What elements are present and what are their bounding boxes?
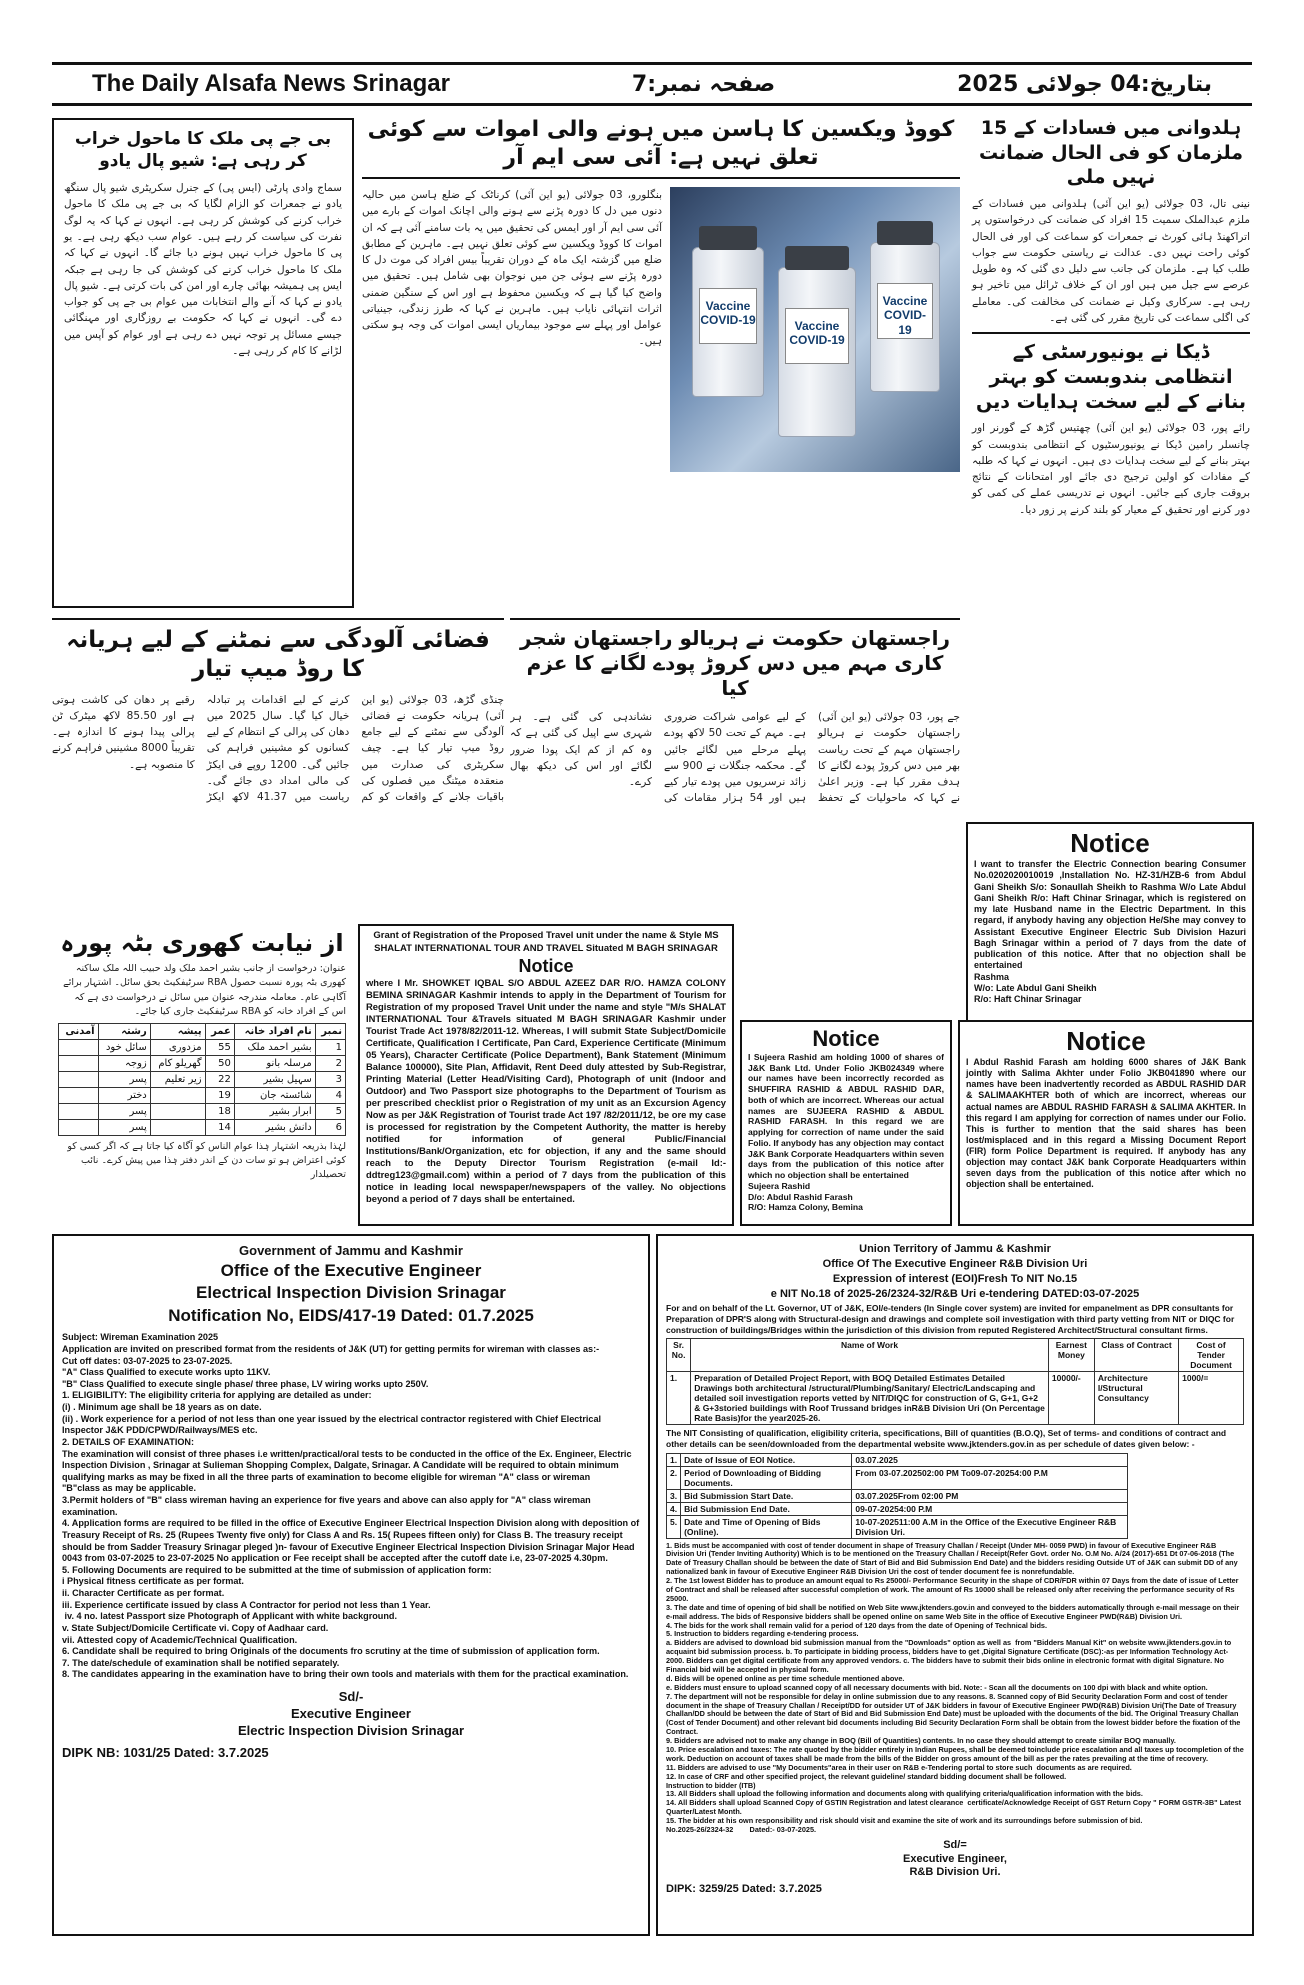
col-header: رشتہ (98, 1024, 150, 1040)
notice-intro: For and on behalf of the Lt. Governor, UT of J&K, EOI/e-tenders (In Single cover system) are invited for empanelment as DPR consultants for Preparation of DPR'S along with Structural-design and drawings and complete soil investigation with third party vetting from NIT or DIQC for construction of buildings/Bridges within the jurisdiction of this division from reputed Registered Architect/Structural consultant firms. (666, 1303, 1235, 1335)
col-header: Cost of Tender Document (1179, 1339, 1244, 1372)
schedule-table (666, 1453, 1128, 1539)
table-cell: Bid Submission Start Date. (681, 1489, 852, 1502)
table-cell: مزدوری (150, 1040, 205, 1056)
article-body: نینی تال، 03 جولائی (یو این آئی) ہلدوانی میں فسادات کے ملزم عبدالملک سمیت 15 افراد کی ضمانت کی درخواستوں پر اتراکھنڈ ہائی کورٹ نے جمعرات کو سماعت کی اور فی الحال کوئی راحت نہیں دی۔ عدالت نے ریاستی حکومت سے جواب طلب کیا ہے۔ ملزمان کی جانب سے دلیل دی گئی کہ وہ طویل عرصے سے جیل میں ہیں اور ان کے خلاف ٹرائل میں تاخیر ہو رہی ہے۔ سرکاری وکیل نے ضمانت کی مخالفت کی۔ معاملے کی اگلی سماعت کی تاریخ مقرر کی گئی ہے۔ (972, 198, 1250, 324)
col-header: آمدنی (59, 1024, 99, 1040)
table-cell: مرسلہ بانو (234, 1056, 315, 1072)
office-line: Electrical Inspection Division Srinagar (196, 1283, 506, 1303)
table-cell: 6 (315, 1120, 345, 1136)
table-cell (59, 1104, 99, 1120)
table-cell: 1 (315, 1040, 345, 1056)
table-cell: دانش بشیر (234, 1120, 315, 1136)
table-row: 1. Preparation of Detailed Project Report, with BOQ Detailed Estimates Detailed Drawings both architectural /structural/Plumbing/Sanitary/ Electric/Landscaping and detailed soil investigation reports vetted by NIT/DIQC for construction of G, G+1, G+2 & G+3storied buildings with Roof Trussand bridges inR&B Division Uri (On Percentage Rate Basis)for the year2025-26. 10000/- Architecture l/Structural Consultancy 1000/= (667, 1372, 1244, 1425)
notice-rashma (966, 822, 1254, 1022)
table-cell: 5 (315, 1104, 345, 1120)
article-headline: راجستھان حکومت نے ہریالو راجستھان شجر کاری مہم میں دس کروڑ پودے لگانے کا عزم کیا (519, 626, 951, 700)
terms-text: 1. Bids must be accompanied with cost of tender document in shape of Treasury Challan / Receipt (Under MH- 0059 PWD) in favour of Executive Engineer R&B Division Uri (Tender Inviting Authority) Which is to be mentioned on the Treasury Challan / Receipt(Refer Govt. order No. O.M No. A/24 (2017)-651 Dt 07-06-2018 (The Date of Treasury Challan should be between the date of Start of Bid and Bid Submission End Date) and the bidders residing Outside UT of J&K can submit DD of any nationalized bank in favour of Executive Engineer R&B Division Uri the cost of tender document fee is nonrefundable. 2. The 1st lowest Bidder has to produce an amount equal to Rs 25000/- Performance Security in the shape of CDR/FDR within 07 Days from the date of issue of Letter of Contract and shall be released after successful completion of work. The amount of Rs 10000 shall be released only after receiving the performance security of Rs 25000. 3. The date and time of opening of bid shall be notified on Web Site www.jktenders.gov.in and conveyed to the bidders automatically through e-mail message on their e-mail address. The bids of Responsive bidders shall be opened online on same Web Site in the office of Executive Engineer PWD(R&B) Division Uri. 4. The bids for the work shall remain valid for a period of 120 days from the date of Opening of Technical bids. 5. Instruction to bidders regarding e-tendering process. a. Bidders are advised to download bid submission manual from the "Downloads" option as well as from "Bidders Manual Kit" on website www.jktenders.gov.in to acquaint bid submission process. b. To participate in bidding process, bidders have to get ,Digital Signature Certificate (DSC):-as per Information Technology Act-2000. Bidders can get digital certificate from any approved vendors. c. The bidders have to submit their bids online in electronic format with digital Signature. No Financial bid will be accepted in physical form. d. Bids will be opened online as per time schedule mentioned above. e. Bidders must ensure to upload scanned copy of all necessary documents with bid. Note: - Scan all the documents on 100 dpi with black and white option. 7. The department will not be responsible for delay in online submission due to any reasons. 8. Scanned copy of Bid Security Declaration Form and cost of tender document in the shape of Treasury Challan / Receipt/DD for outsider UT of J&K bidders in favour of Executive Engineer PWD(R&B) Division Uri(The Date of Treasury Challan/DD should be between the date of Start of Bid and Bid Submission End Date) must be uploaded with the documents of the bid. The Original Treasury Challan (Cost of Tender Document) and other relevant bid documents including Bid Security Declaration Form shall be obtain from the lowest bidder before the fixation of the Contract. 9. Bidders are advised not to make any change in BOQ (Bill of Quantities) contents. In no case they should attempt to create similar BOQ manually. 10. Price escalation and taxes: The rate quoted by the bidder entirely in Indian Rupees, shall be deemed toinclude price escalation and all taxes up tocompletion of the work. Deduction on account of taxes shall be made from the bills of the Bidder on gross amount of the bill as per the rates prevailing at the time of recovery. 11. Bidders are advised to use "My Documents"area in their user on R&B e-Tendering portal to store such documents as are required. 12. In case of CRF and other specified project, the relevant guideline/ standard bidding document shall be followed. Instruction to bidder (ITB) 13. All Bidders shall upload the following information and documents along with qualifying criteria/qualification information with the bids. 14. All Bidders shall upload Scanned Copy of GSTIN Registration and latest clearance certificate/Acknowledge Receipt of GST Return Copy " FORM GSTR-3B" Latest Quarter/Latest Month. 15. The bidder at his own responsibility and risk should visit and examine the site of work and its surroundings before submission of bid. No.2025-26/2324-32 Dated:- 03-07-2025. (666, 1540, 1244, 1834)
table-cell: Date of Issue of EOI Notice. (681, 1453, 852, 1466)
office-line: Office Of The Executive Engineer R&B Division Uri (822, 1257, 1088, 1270)
vaccine-photo (670, 187, 960, 472)
table-cell: 3 (315, 1072, 345, 1088)
article-headline-deka: ڈیکا نے یونیورسٹی کے انتظامی بندوبست کو بہتر بنانے کے لیے سخت ہدایات دیں (975, 341, 1247, 413)
table-cell: سائل خود (98, 1040, 150, 1056)
table-cell: 03.07.2025 (852, 1453, 1128, 1466)
signature-block: Sd/- Executive Engineer Electric Inspection Division Srinagar (237, 1689, 465, 1738)
office-line: Office of the Executive Engineer (220, 1260, 482, 1280)
article-headline: ہلدوانی میں فسادات کے 15 ملزمان کو فی الحال ضمانت نہیں ملی (979, 117, 1243, 189)
notice-headline: از نیابت کھوری بٹہ پورہ (60, 929, 344, 957)
notice-intro: عنوان: درخواست از جانب بشیر احمد ملک ولد حبیب اللہ ملک ساکنہ کھوری بٹہ پورہ نسبت حصول RBA سرٹیفکیٹ بحق سائل۔ اشتہار برائے آگاہی عام۔ معاملہ مندرجہ عنوان میں سائل نے درخواست دی ہے کہ اس کے افراد خانہ کو RBA سرٹیفکیٹ جاری کیا جائے۔ (63, 963, 346, 1017)
table-cell: پسر (98, 1120, 150, 1136)
article-headline: کووڈ ویکسین کا ہاسن میں ہونے والی اموات سے کوئی تعلق نہیں ہے: آئی سی ایم آر (362, 116, 960, 179)
table-row (667, 1502, 1128, 1515)
vial-label: Vaccine COVID-19 (785, 308, 849, 364)
table-row (667, 1466, 1128, 1489)
table-row (59, 1040, 346, 1056)
vial-label: Vaccine COVID-19 (877, 283, 933, 339)
table-cell: Period of Downloading of Bidding Documents. (681, 1466, 852, 1489)
table-cell: 2 (315, 1056, 345, 1072)
table-row (59, 1072, 346, 1088)
notice-heading: Notice (1066, 1026, 1146, 1056)
article-body: جے پور، 03 جولائی (یو این آئی) راجستھان حکومت نے ہریالو راجستھان مہم کے تحت ریاست بھر میں دس کروڑ پودے لگانے کا ہدف مقرر کیا ہے۔ وزیر اعلیٰ نے کہا کہ ماحولیات کے تحفظ کے لیے عوامی شراکت ضروری ہے۔ مہم کے تحت 50 لاکھ پودے پہلے مرحلے میں لگائے جائیں گے۔ محکمہ جنگلات نے 900 سے زائد نرسریوں میں پودے تیار کیے ہیں اور 54 ہزار مقامات کی نشاندہی کی گئی ہے۔ ہر شہری سے اپیل کی گئی ہے کہ وہ کم از کم ایک پودا ضرور لگائے اور اس کی دیکھ بھال کرے۔ (510, 711, 960, 805)
article-body: چنڈی گڑھ، 03 جولائی (یو این آئی) ہریانہ حکومت نے فضائی آلودگی سے نمٹنے کے لیے جامع روڈ میپ تیار کیا ہے۔ چیف سکریٹری کی صدارت میں منعقدہ میٹنگ میں فصلوں کی باقیات جلانے کے واقعات کو کم کرنے کے لیے اقدامات پر تبادلہ خیال کیا گیا۔ سال 2025 میں دھان کی پرالی کے انتظام کے لیے کسانوں کو مشینیں فراہم کی جائیں گی۔ 1200 روپے فی ایکڑ کی مالی امداد دی جائے گی۔ ریاست میں 41.37 لاکھ ایکڑ رقبے پر دھان کی کاشت ہوتی ہے اور 85.50 لاکھ میٹرک ٹن پرالی پیدا ہونے کا اندازہ ہے۔ تقریباً 8000 مشینیں فراہم کرنے کا منصوبہ ہے۔ (52, 693, 504, 804)
table-cell: 03.07.2025From 02:00 PM (852, 1489, 1128, 1502)
col-header: Class of Contract (1094, 1339, 1178, 1372)
table-row (59, 1056, 346, 1072)
family-members-table (58, 1023, 346, 1136)
schedule-intro: The NIT Consisting of qualification, eligibility criteria, specifications, Bill of quantities (B.O.Q), Set of terms- and conditions of contract and other details can be seen/downloaded from the departmental website www.jktenders.gov.in as per schedule of dates given below: - (666, 1428, 1227, 1449)
dipk-number: DIPK NB: 1031/25 Dated: 3.7.2025 (62, 1744, 269, 1760)
article-body: سماج وادی پارٹی (ایس پی) کے جنرل سکریٹری شیو پال سنگھ یادو نے جمعرات کو الزام لگایا کہ بی جے پی ملک کا ماحول خراب کرنے کی کوشش کر رہی ہے۔ انہوں نے کہا کہ یہ لوگ نفرت کی سیاست کر رہے ہیں۔ عوام سب دیکھ رہی ہے۔ یو پی کا ماحول خراب نہیں ہونے دیا جائے گا۔ انہوں نے کہا کہ ملک کا ماحول خراب کرنے کی کوشش کی جا رہی ہے جبکہ ایس پی ہمیشہ بھائی چارے اور امن کی بات کرتی ہے۔ شیو پال یادو نے کہا کہ آنے والے انتخابات میں عوام بی جے پی کو جواب دے گی۔ انہوں نے کہا کہ حکومت بے روزگاری اور مہنگائی جیسے مسائل پر توجہ نہیں دے رہی ہے اور عوام کو آپس میں لڑانے کا کام کر رہی ہے۔ (64, 182, 342, 357)
grant-registration-notice (358, 924, 734, 1226)
table-cell: 14 (205, 1120, 234, 1136)
notice-sign: Sujeera Rashid D/o: Abdul Rashid Farash R/O: Hamza Colony, Bemina (748, 1180, 863, 1213)
office-line: Expression of interest (EOI)Fresh To NIT No.15 (832, 1272, 1078, 1285)
table-cell: پسر (98, 1072, 150, 1088)
notice-sujeera-rashid (740, 1020, 952, 1226)
office-line: Government of Jammu and Kashmir (239, 1243, 463, 1258)
table-cell: زیر تعلیم (150, 1072, 205, 1088)
table-cell: 5. (667, 1515, 681, 1538)
table-cell: پسر (98, 1104, 150, 1120)
article-haldwani (968, 116, 1254, 612)
notice-body: Subject: Wireman Examination 2025 Application are invited on prescribed format from the residents of J&K (UT) for getting permits for wireman with classes as:- Cut off dates: 03-07-2025 to 23-07-2025. "A" Class Qualified to execute works upto 11KV. "B" Class Qualified to execute single phase/ three phase, LV wiring works upto 250V. 1. ELIGIBILITY: The eligibility criteria for applying are detailed as under: (i) . Minimum age shall be 18 years as on date. (ii) . Work experience for a period of not less than one year issued by the electrical contractor registered with Chief Electrical Inspector J&K PDD/CPWD/Railways/MES etc. 2. DETAILS OF EXAMINATION: The examination will consist of three phases i.e written/practical/oral tests to be conducted in the office of the Ex. Engineer, Electric Inspection Division , Srinagar at Sulieman Shopping Complex, Dalgate, Srinagar. A Candidate will be required to obtain minimum qualifying marks as may be fixed in all the three parts of examination to become eligible for wireman "A" class or wireman "B"class as may be applicable. 3.Permit holders of "B" class wireman having an experience for five years and above can also apply for "A" class wireman examination. 4. Application forms are required to be filled in the office of Executive Engineer Electrical Inspection Division along with deposition of Treasury Receipt of Rs. 25 (Rupees Twenty five only) for Class A and Rs. 15( Rupees fifteen only) for Class B. The treasury receipt should be from Sadder Treasury Srinagar pleged )n- favour of Executive Engineer Electrical Inspection Division Srinagar Major Head 0043 from 03-07-2025 to 23-07-2025 No application or Fee receipt shall be accepted after the cutoff date i.e, 23-07-2025 4.30pm. 5. Following Documents are required to be submitted at the time of submission of application form: i Physical fitness certificate as per format. ii. Character Certificate as per format. iii. Experience certificate issued by class A Contractor for period not less than 1 Year. iv. 4 no. latest Passport size Photograph of Applicant with white background. v. State Subject/Domicile Certificate vi. Copy of Aadhaar card. vii. Attested copy of Academic/Technical Qualification. 6. Candidate shall be required to bring Originals of the documents fro scrutiny at the time of submission of application form. 7. The date/schedule of examination shall be notified separately. 8. The candidates appearing in the examination have to bring their own tools and materials with them for the practical examination. (62, 1332, 640, 1680)
table-cell (59, 1056, 99, 1072)
table-cell (59, 1072, 99, 1088)
notice-heading: Notice (1070, 828, 1150, 858)
table-row (59, 1120, 346, 1136)
table-cell: 10-07-202511:00 A.M in the Office of the Executive Engineer R&B Division Uri. (852, 1515, 1128, 1538)
vaccine-vial-image (778, 267, 856, 437)
table-cell: 19 (205, 1088, 234, 1104)
table-row (667, 1515, 1128, 1538)
issue-date: بتاریخ:04 جولائی 2025 (957, 71, 1212, 97)
table-cell (59, 1040, 99, 1056)
col-header: Name of Work (691, 1339, 1049, 1372)
table-cell (59, 1088, 99, 1104)
table-cell: Date and Time of Opening of Bids (Online). (681, 1515, 852, 1538)
table-cell: 55 (205, 1040, 234, 1056)
nit-number: e NIT No.18 of 2025-26/2324-32/R&B Uri e-tendering DATED:03-07-2025 (770, 1287, 1140, 1300)
signature-block: Sd/= Executive Engineer, R&B Division Uri. (903, 1838, 1007, 1879)
table-row (667, 1453, 1128, 1466)
table-cell: زوجہ (98, 1056, 150, 1072)
notice-abdul-rashid-farash (958, 1020, 1254, 1226)
notice-body: where I Mr. SHOWKET IQBAL S/O ABDUL AZEEZ DAR R/O. HAMZA COLONY BEMINA SRINAGAR Kashmir intends to apply in the Department of Tourism for Registration of my proposed Travel Unit under the name and style "M/s SHALAT INTERNATIONAL Tour &Travels situated M BAGH SRINAGAR Kashmir under Tourist Trade Act 1978/82/2011-12. Whereas, I will submit State Subject/Domicile Certificate, Qualification I Certificate, Pan Card, Experience Certificate (Minimum 05 Years), Character Certificate (Police Department), Bank Statement (Minimum Balance 100000), Site Plan, Affidavit, Rent Deed duly attested by Sub-Registrar, Printing Material (Letter Head/Visiting Card), Photograph of unit (Indoor and Outdoor) and Two Passport size photographs to the Department of Tourism as per prescribed checklist prior o Registration of my unit as an Excursion Agency Now as per J&K Registration of Tourist trade Act 197 /82/2011/12, be ore my case is processed for registration by the Competent Authority, the matter is hereby notified for information of general Public/Financial Institutions/Bank/Organization, etc for objection, if any and the same should reach to the Deputy Director Tourism Registration (e-mail Id:-ddtreg123@gmail.com) within a period of 7 days from the publication of this notice in leading local newspaper/newspapers of the valley. No objections beyond a period of 7 days shall be entertained. (366, 976, 726, 1205)
table-row (59, 1104, 346, 1120)
table-cell (150, 1104, 205, 1120)
table-cell (59, 1120, 99, 1136)
table-cell: گھریلو کام (150, 1056, 205, 1072)
vaccine-vial-image (692, 247, 764, 397)
work-table (666, 1338, 1244, 1425)
notice-heading: Notice (812, 1026, 880, 1051)
table-row (667, 1489, 1128, 1502)
masthead (52, 62, 1252, 106)
vaccine-vial-image (870, 242, 940, 392)
table-cell: دختر (98, 1088, 150, 1104)
notification-number: Notification No, EIDS/417-19 Dated: 01.7.2025 (168, 1306, 534, 1326)
col-header: Earnest Money (1048, 1339, 1094, 1372)
article-body-col: بنگلورو، 03 جولائی (یو این آئی) کرناٹک کے ضلع ہاسن میں حالیہ دنوں میں دل کا دورہ پڑنے سے ہونے والی اچانک اموات کے بارے میں آئی سی ایم آر اور ایمس کی تحقیق میں یہ بات سامنے آئی ہے کہ ان اموات کا کووڈ ویکسین سے کوئی تعلق نہیں ہے۔ ماہرین کے مطابق ضلع میں گزشتہ ایک ماہ کے دوران تقریباً بیس افراد کی موت دل کا دورہ پڑنے سے ہوئی جن میں نوجوان بھی شامل ہیں۔ تحقیق میں واضح کیا گیا ہے کہ ویکسین محفوظ ہے اور اس کے سنگین ضمنی اثرات انتہائی نایاب ہیں۔ ماہرین نے کہا کہ طرز زندگی، جینیاتی عوامل اور پہلے سے موجود بیماریاں ایسی اموات کی وجہ ہو سکتی ہیں۔ (362, 189, 662, 348)
table-cell: From 03-07.202502:00 PM To09-07-20254:00 P.M (852, 1466, 1128, 1489)
paper-name: The Daily Alsafa News Srinagar (92, 70, 450, 97)
table-cell: شائستہ جان (234, 1088, 315, 1104)
table-cell: 22 (205, 1072, 234, 1088)
table-cell: ابرار بشیر (234, 1104, 315, 1120)
rb-division-uri-eoi (656, 1234, 1254, 1936)
article-covid-vaccine (362, 116, 960, 612)
col-header: نمبر (315, 1024, 345, 1040)
article-headline: فضائی آلودگی سے نمٹنے کے لیے ہریانہ کا روڈ میپ تیار (66, 627, 490, 682)
notice-body: I want to transfer the Electric Connection bearing Consumer No.0202020010019 ,Installation No. HZ-31/HZB-6 from Abdul Gani Sheikh S/o: Sonaullah Sheikh to Rashma W/o Late Abdul Gani Sheikh R/o: Haft Chinar Srinagar, which is registered on my late Husband name in the Electric Department. In this regard, if anybody having any objection He/She may convey to Assistant Executive Engineer Electric Sub Division Hazuri Bagh Srinagar within a period of 7 days from the date of publication of this notice. After that no objection shall be entertained (974, 859, 1246, 971)
vial-label: Vaccine COVID-19 (699, 288, 757, 344)
electrical-inspection-notification (52, 1234, 650, 1936)
table-cell: سہیل بشیر (234, 1072, 315, 1088)
table-cell: 09-07-20254:00 P.M (852, 1502, 1128, 1515)
col-header: عمر (205, 1024, 234, 1040)
table-cell: بشیر احمد ملک (234, 1040, 315, 1056)
page-number: صفحہ نمبر:7 (631, 71, 776, 97)
dipk-number: DIPK: 3259/25 Dated: 3.7.2025 (666, 1883, 822, 1896)
table-cell: 1. (667, 1453, 681, 1466)
article-body-deka: رائے پور، 03 جولائی (یو این آئی) چھتیس گڑھ کے گورنر اور چانسلر رامین ڈیکا نے یونیورسٹیوں کے انتظامی بندوبست کو بہتر بنانے کے لیے سخت ہدایات دی ہیں۔ انہوں نے کہا کہ طلبہ کے مفادات کو اولین ترجیح دی جائے اور امتحانات کے نتائج بروقت جاری کیے جائیں۔ انہوں نے تدریسی عملے کی کمی کو دور کرنے اور تحقیق کے معیار کو بلند کرنے پر زور دیا۔ (972, 422, 1250, 516)
table-cell: Bid Submission End Date. (681, 1502, 852, 1515)
article-headline: بی جے پی ملک کا ماحول خراب کر رہی ہے: شیو پال یادو (74, 129, 332, 172)
table-cell: 50 (205, 1056, 234, 1072)
notice-sign: Rashma W/o: Late Abdul Gani Sheikh R/o: Haft Chinar Srinagar (974, 971, 1097, 1004)
notice-body: I Abdul Rashid Farash am holding 6000 shares of J&K Bank jointly with Salima Akhter under Folio JKB041890 where our names have been inadvertently recorded as ABDUL RASHID DAR & SALIMAAKHTER both of which are incorrect, whereas our actual names are ABDUL RASHID FARASH & SALIMA AKHTER. In this regard I am applying for correction of names under our Folio. This is further to mention that the said shares has been lost/misplaced and in this regard a Missing Document Report (FIR) form Police Department is required. If anybody has any objection may contact J&K bank Corporate Headquarters within seven days from the publication of this notice after which no objection shall be entertained. (966, 1057, 1246, 1190)
notice-footer: لہٰذا بذریعہ اشتہار ہٰذا عوام الناس کو آگاہ کیا جاتا ہے کہ اگر کسی کو کوئی اعتراض ہو تو سات دن کے اندر دفتر ہٰذا میں پیش کرے۔ نائب تحصیلدار (67, 1141, 346, 1180)
article-sp-bjp (52, 118, 354, 608)
col-header: نام افراد خانہ (234, 1024, 315, 1040)
article-rajasthan-plantation (510, 618, 960, 918)
table-cell: 18 (205, 1104, 234, 1120)
notice-title-line: Grant of Registration of the Proposed Travel unit under the name & Style MS SHALAT INTERNATIONAL TOUR AND TRAVEL Situated M BAGH SRINAGAR (373, 930, 719, 954)
col-header: پیشہ (150, 1024, 205, 1040)
col-header: Sr. No. (667, 1339, 691, 1372)
table-cell: 3. (667, 1489, 681, 1502)
article-haryana-pollution (52, 618, 504, 918)
table-cell: 2. (667, 1466, 681, 1489)
table-row (59, 1088, 346, 1104)
table-cell (150, 1120, 205, 1136)
table-cell: 4 (315, 1088, 345, 1104)
notice-body: I Sujeera Rashid am holding 1000 of shares of J&K Bank Ltd. Under Folio JKB024349 where our names have been incorrectly recorded as SHUFFIRA RASHID & ABDUL RASHID DAR, both of which are incorrect. Whereas our actual names are SUJEERA RASHID & ABDUL RASHID FARASH. In this regard we are applying for correction of name under the said Folio. If anybody has any objection may contact J&K Bank Corporate Headquarters within seven days from the publication of this notice after which no objection shall be entertained (748, 1052, 944, 1181)
office-line: Union Territory of Jammu & Kashmir (859, 1243, 1051, 1255)
table-cell (150, 1088, 205, 1104)
tehsil-notice (52, 924, 352, 1224)
table-cell: 4. (667, 1502, 681, 1515)
notice-heading: Notice (518, 955, 574, 976)
